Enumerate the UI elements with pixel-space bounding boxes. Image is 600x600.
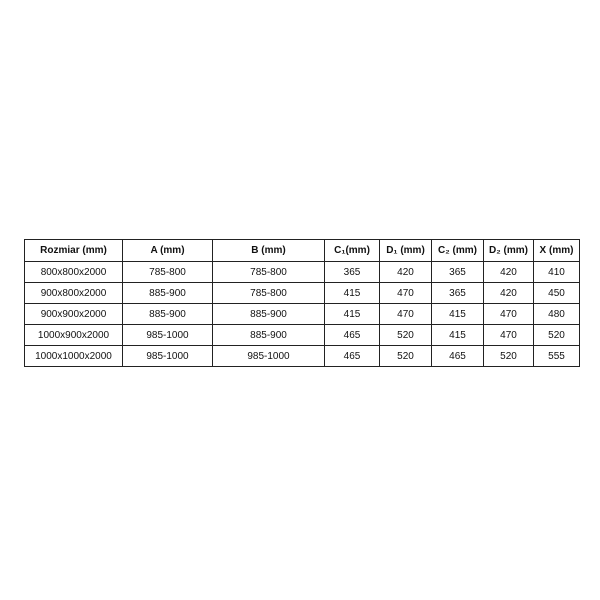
cell-x: 555: [534, 346, 580, 367]
cell-d1: 520: [380, 346, 432, 367]
cell-b: 885-900: [213, 325, 325, 346]
header-c2: C₂ (mm): [432, 240, 484, 262]
cell-d1: 470: [380, 283, 432, 304]
cell-size: 800x800x2000: [25, 262, 123, 283]
dimensions-table: [24, 239, 580, 367]
cell-size: 900x800x2000: [25, 283, 123, 304]
cell-d2: 470: [484, 304, 534, 325]
header-c1: C₁(mm): [325, 240, 380, 262]
cell-c2: 365: [432, 283, 484, 304]
table-header-row: [25, 240, 580, 262]
cell-d2: 470: [484, 325, 534, 346]
cell-a: 885-900: [123, 304, 213, 325]
cell-a: 985-1000: [123, 346, 213, 367]
header-a: A (mm): [123, 240, 213, 262]
header-d1: D₁ (mm): [380, 240, 432, 262]
cell-c1: 415: [325, 304, 380, 325]
cell-a: 785-800: [123, 262, 213, 283]
cell-d2: 420: [484, 283, 534, 304]
cell-b: 985-1000: [213, 346, 325, 367]
cell-x: 480: [534, 304, 580, 325]
cell-b: 785-800: [213, 262, 325, 283]
cell-x: 410: [534, 262, 580, 283]
table-row: [25, 283, 580, 304]
cell-size: 1000x900x2000: [25, 325, 123, 346]
cell-x: 450: [534, 283, 580, 304]
cell-c2: 415: [432, 325, 484, 346]
cell-x: 520: [534, 325, 580, 346]
cell-d1: 420: [380, 262, 432, 283]
cell-size: 1000x1000x2000: [25, 346, 123, 367]
table-row: [25, 346, 580, 367]
cell-c1: 465: [325, 325, 380, 346]
cell-c1: 365: [325, 262, 380, 283]
table-row: [25, 304, 580, 325]
cell-c2: 415: [432, 304, 484, 325]
header-b: B (mm): [213, 240, 325, 262]
cell-b: 885-900: [213, 304, 325, 325]
header-x: X (mm): [534, 240, 580, 262]
cell-d2: 520: [484, 346, 534, 367]
cell-d1: 520: [380, 325, 432, 346]
cell-c1: 465: [325, 346, 380, 367]
header-d2: D₂ (mm): [484, 240, 534, 262]
cell-b: 785-800: [213, 283, 325, 304]
cell-c2: 465: [432, 346, 484, 367]
header-size: Rozmiar (mm): [25, 240, 123, 262]
cell-a: 885-900: [123, 283, 213, 304]
cell-d2: 420: [484, 262, 534, 283]
cell-a: 985-1000: [123, 325, 213, 346]
cell-size: 900x900x2000: [25, 304, 123, 325]
cell-d1: 470: [380, 304, 432, 325]
cell-c1: 415: [325, 283, 380, 304]
table-row: [25, 262, 580, 283]
table-row: [25, 325, 580, 346]
cell-c2: 365: [432, 262, 484, 283]
